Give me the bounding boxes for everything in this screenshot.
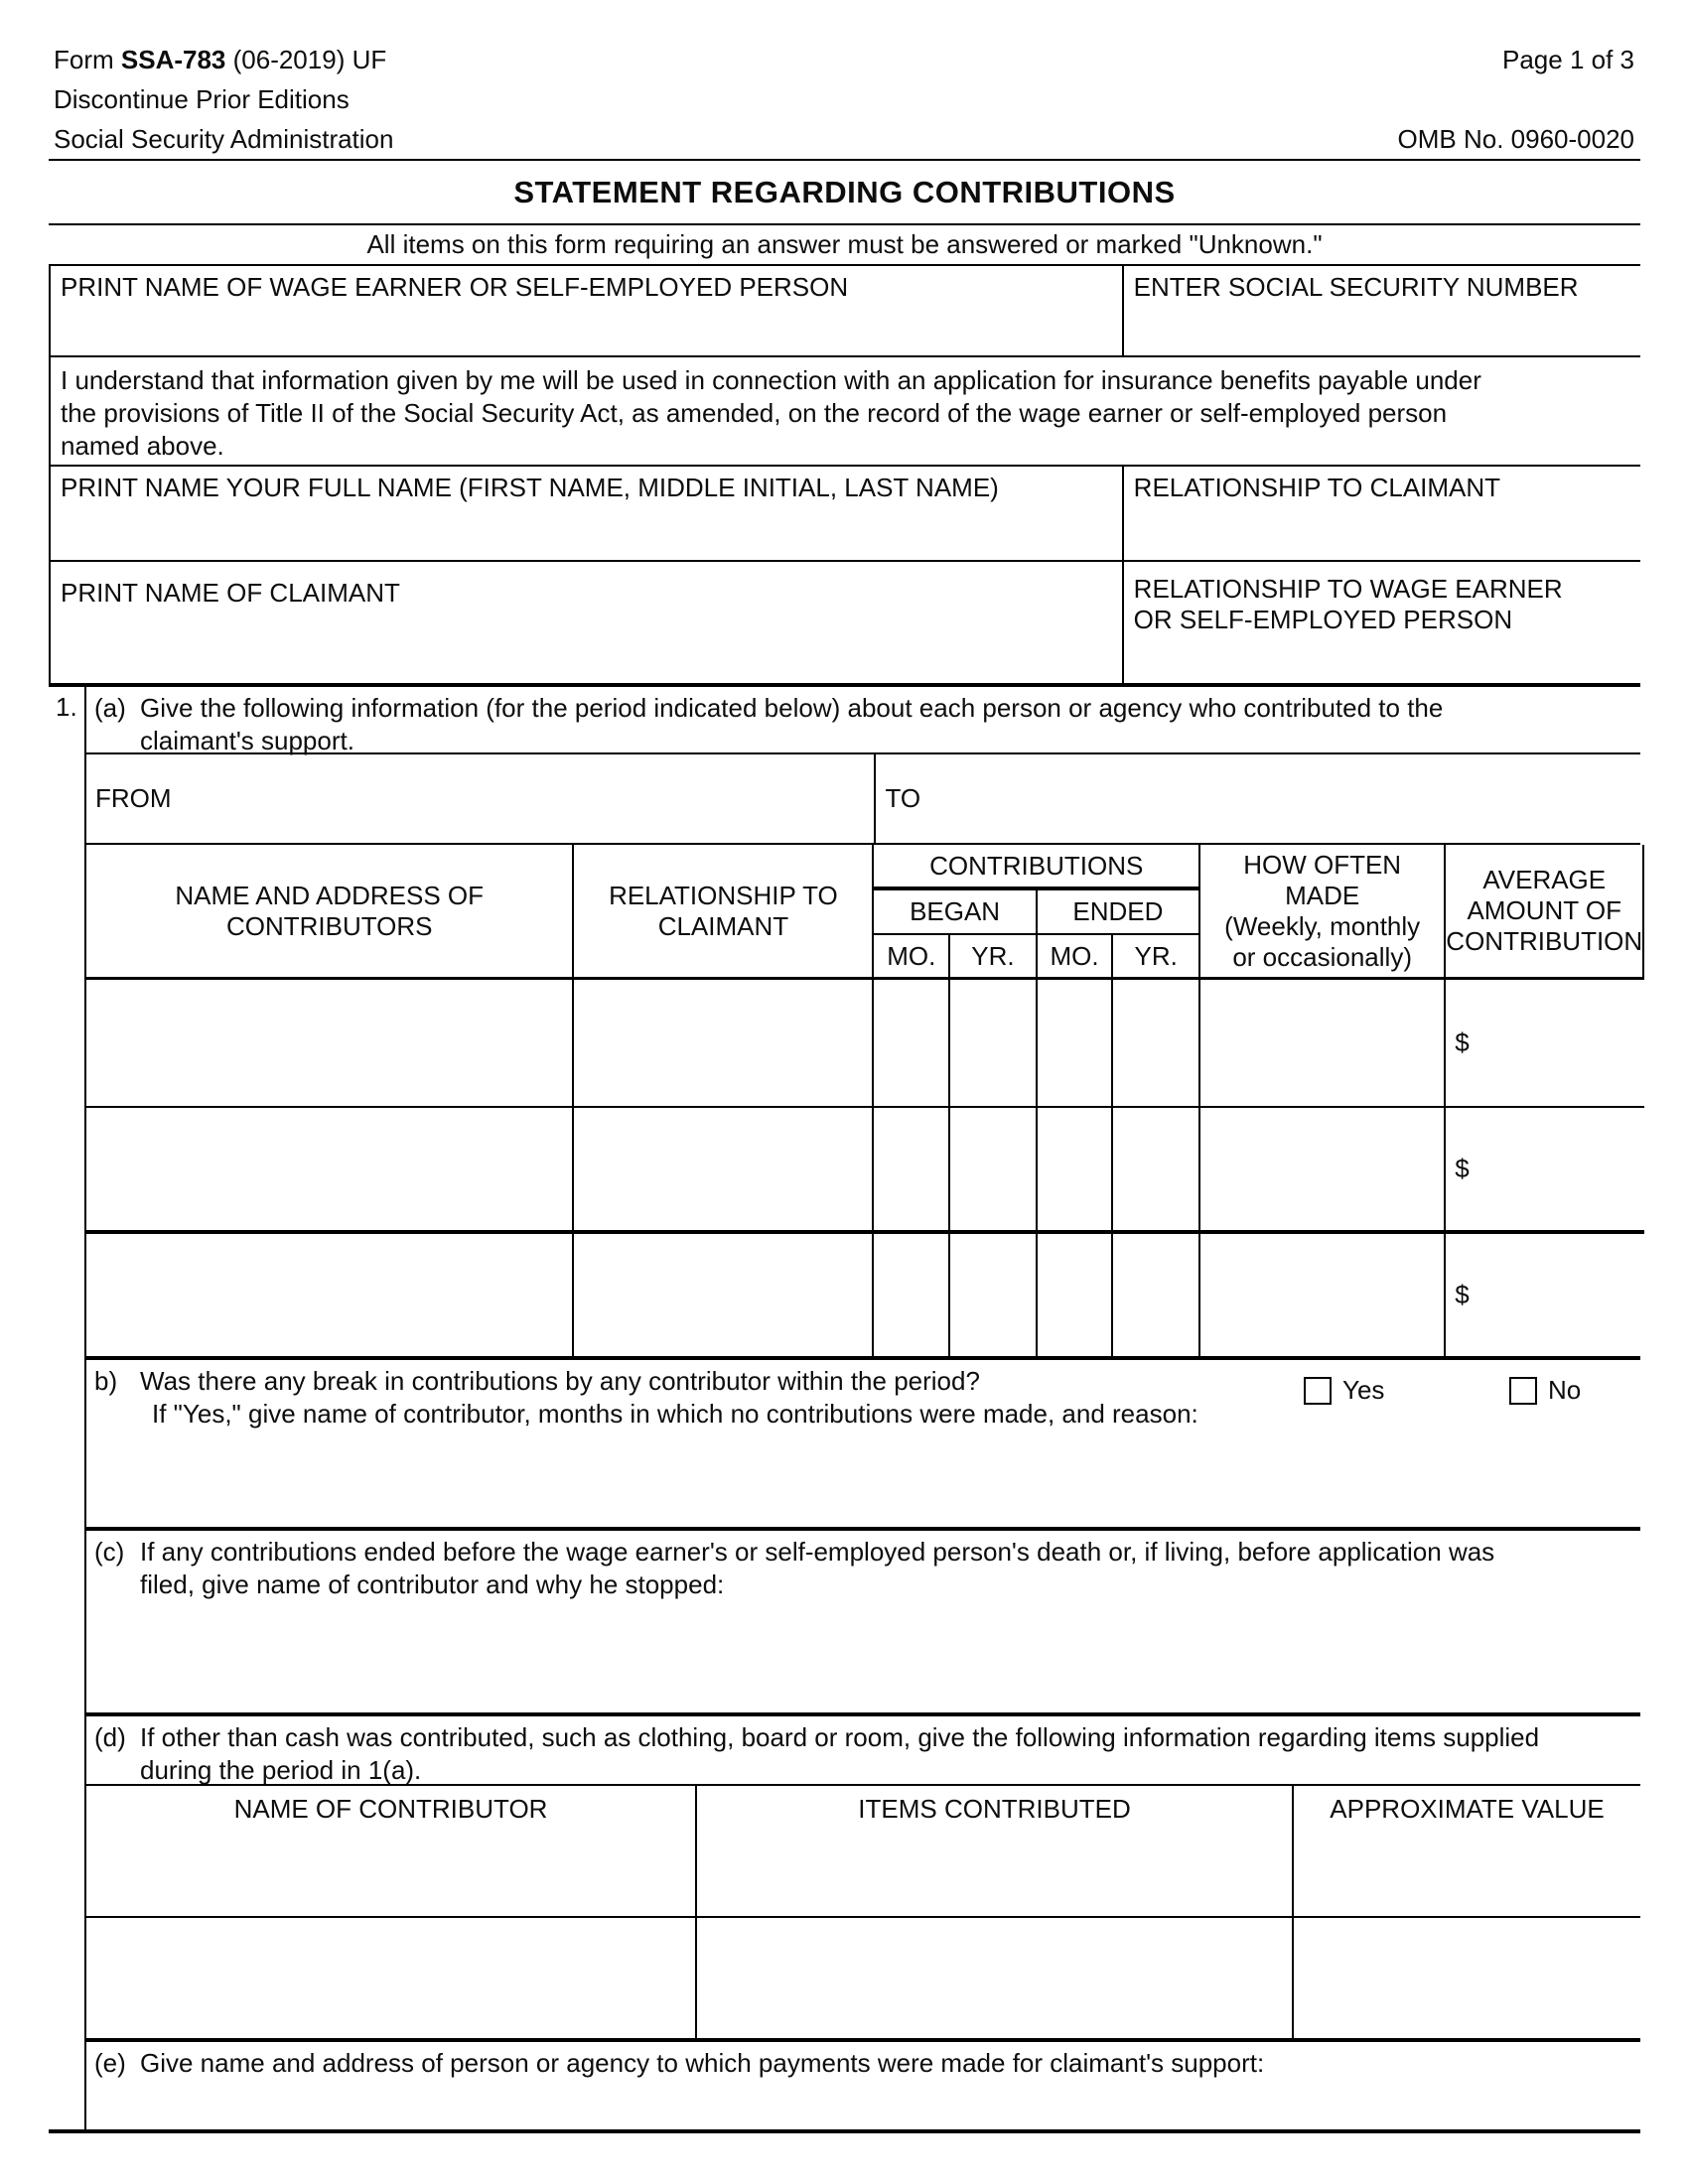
wage-earner-row bbox=[49, 266, 1640, 357]
section-1a bbox=[86, 687, 1640, 754]
section-1d-label: (d) bbox=[94, 1722, 126, 1752]
relationship-wage-earner-label: RELATIONSHIP TO WAGE EARNER bbox=[1133, 574, 1563, 604]
no-option bbox=[1509, 1374, 1581, 1407]
full-name-label: PRINT NAME YOUR FULL NAME (FIRST NAME, MIDDLE INITIAL, LAST NAME) bbox=[61, 473, 999, 502]
amount-cell-1[interactable] bbox=[1446, 980, 1644, 1108]
relationship-claimant-field[interactable] bbox=[1124, 467, 1640, 560]
period-to-field[interactable] bbox=[874, 754, 1640, 843]
relationship-wage-earner-field[interactable]: RELATIONSHIP TO WAGE EARNER OR SELF-EMPLOYED PERSON bbox=[1124, 562, 1640, 683]
col-header-relationship: RELATIONSHIP TO CLAIMANT bbox=[574, 845, 874, 980]
form-header-right bbox=[1398, 40, 1634, 159]
how-often-cell-2[interactable] bbox=[1200, 1108, 1446, 1234]
col-header-contributions: CONTRIBUTIONS bbox=[874, 845, 1200, 890]
how-often-cell-3[interactable] bbox=[1200, 1234, 1446, 1356]
ssn-field[interactable] bbox=[1124, 266, 1640, 355]
section-1b[interactable] bbox=[86, 1360, 1640, 1531]
section-1b-label: b) bbox=[94, 1366, 118, 1396]
col-header-items-contributed: ITEMS CONTRIBUTED bbox=[697, 1786, 1294, 1918]
section-1c-label: (c) bbox=[94, 1537, 125, 1567]
form-header bbox=[49, 40, 1640, 159]
page-indicator: Page 1 of 3 bbox=[1502, 45, 1634, 74]
section-1c[interactable] bbox=[86, 1531, 1640, 1716]
form-instruction: All items on this form requiring an answer must be answered or marked "Unknown." bbox=[49, 225, 1640, 266]
discontinue-note: Discontinue Prior Editions bbox=[54, 84, 350, 114]
yes-option bbox=[1304, 1374, 1384, 1407]
col-header-name-address: NAME AND ADDRESS OF CONTRIBUTORS bbox=[86, 845, 574, 980]
item-contributor-cell[interactable] bbox=[86, 1918, 697, 2038]
ended-mo-cell-2[interactable] bbox=[1038, 1108, 1114, 1234]
dollar-sign: $ bbox=[1455, 1280, 1470, 1309]
item-1-number: 1. bbox=[56, 692, 77, 722]
ended-yr-cell-2[interactable] bbox=[1113, 1108, 1200, 1234]
began-yr-cell-1[interactable] bbox=[950, 980, 1038, 1108]
items-contributed-table bbox=[86, 1784, 1640, 2038]
ssn-label: ENTER SOCIAL SECURITY NUMBER bbox=[1133, 272, 1579, 302]
col-header-ended-yr: YR. bbox=[1113, 935, 1200, 980]
began-mo-cell-2[interactable] bbox=[874, 1108, 950, 1234]
dollar-sign: $ bbox=[1455, 1154, 1470, 1183]
claimant-name-label: PRINT NAME OF CLAIMANT bbox=[61, 578, 400, 608]
period-from-field[interactable] bbox=[86, 754, 874, 843]
full-name-row bbox=[49, 467, 1640, 562]
amount-cell-2[interactable] bbox=[1446, 1108, 1644, 1234]
period-from-label: FROM bbox=[95, 783, 172, 813]
col-header-ended-mo: MO. bbox=[1038, 935, 1114, 980]
form-number-line: Form SSA-783 (06-2019) UF bbox=[54, 45, 387, 74]
section-1b-text: Was there any break in contributions by any contributor within the period? If "Yes," give name of contributor, months in which no contributions were made, and reason: bbox=[140, 1366, 1198, 1429]
contributor-relationship-cell-1[interactable] bbox=[574, 980, 874, 1108]
began-yr-cell-3[interactable] bbox=[950, 1234, 1038, 1356]
ended-mo-cell-1[interactable] bbox=[1038, 980, 1114, 1108]
items-contributed-cell[interactable] bbox=[697, 1918, 1294, 2038]
section-1e-text: Give name and address of person or agency to which payments were made for claimant's support: bbox=[140, 2048, 1265, 2078]
began-yr-cell-2[interactable] bbox=[950, 1108, 1038, 1234]
section-1d-text: If other than cash was contributed, such as clothing, board or room, give the following information regarding items supplied during the period in 1(a). bbox=[140, 1722, 1540, 1785]
section-1e[interactable] bbox=[86, 2042, 1640, 2129]
wage-earner-name-label: PRINT NAME OF WAGE EARNER OR SELF-EMPLOYED PERSON bbox=[61, 272, 849, 302]
form-number: SSA-783 bbox=[120, 45, 226, 74]
period-row bbox=[86, 754, 1640, 845]
no-label: No bbox=[1548, 1375, 1582, 1405]
section-1c-text: If any contributions ended before the wage earner's or self-employed person's death or, if living, before application was filed, give name of contributor and why he stopped: bbox=[140, 1537, 1495, 1599]
form-content bbox=[49, 40, 1643, 2133]
no-checkbox[interactable] bbox=[1509, 1377, 1537, 1405]
contributor-name-cell-3[interactable] bbox=[86, 1234, 574, 1356]
form-title: STATEMENT REGARDING CONTRIBUTIONS bbox=[49, 159, 1640, 225]
contributor-name-cell-2[interactable] bbox=[86, 1108, 574, 1234]
col-header-how-often: HOW OFTEN MADE (Weekly, monthly or occasionally) bbox=[1200, 845, 1446, 980]
col-header-began-mo: MO. bbox=[874, 935, 950, 980]
how-often-cell-1[interactable] bbox=[1200, 980, 1446, 1108]
section-1d-text-block bbox=[86, 1716, 1640, 1784]
wage-earner-name-field[interactable] bbox=[51, 266, 1124, 355]
ended-mo-cell-3[interactable] bbox=[1038, 1234, 1114, 1356]
yes-label: Yes bbox=[1342, 1375, 1385, 1405]
contributor-relationship-cell-2[interactable] bbox=[574, 1108, 874, 1234]
omb-number: OMB No. 0960-0020 bbox=[1397, 124, 1634, 154]
understanding-statement: I understand that information given by me will be used in connection with an application for insurance benefits payable under the provisions of Title II of the Social Security Act, as amended, on the record of the wage earner or self-employed person named above. bbox=[49, 357, 1640, 467]
agency-name: Social Security Administration bbox=[54, 124, 394, 154]
amount-cell-3[interactable] bbox=[1446, 1234, 1644, 1356]
contributions-table bbox=[86, 845, 1643, 1360]
col-header-approximate-value: APPROXIMATE VALUE bbox=[1294, 1786, 1640, 1918]
col-header-began-yr: YR. bbox=[950, 935, 1038, 980]
col-header-average-amount: AVERAGE AMOUNT OF CONTRIBUTION bbox=[1446, 845, 1644, 980]
yes-checkbox[interactable] bbox=[1304, 1377, 1332, 1405]
section-1a-text: Give the following information (for the period indicated below) about each person or agency who contributed to the claimant's support. bbox=[140, 693, 1444, 755]
began-mo-cell-3[interactable] bbox=[874, 1234, 950, 1356]
dollar-sign: $ bbox=[1455, 1027, 1470, 1057]
col-header-name-of-contributor: NAME OF CONTRIBUTOR bbox=[86, 1786, 697, 1918]
col-header-began: BEGAN bbox=[874, 890, 1037, 935]
item-1 bbox=[49, 683, 1643, 2133]
contributor-name-cell-1[interactable] bbox=[86, 980, 574, 1108]
contributor-relationship-cell-3[interactable] bbox=[574, 1234, 874, 1356]
section-1a-label: (a) bbox=[94, 693, 126, 723]
ended-yr-cell-1[interactable] bbox=[1113, 980, 1200, 1108]
item-1-box bbox=[84, 687, 1643, 2129]
claimant-name-row bbox=[49, 562, 1640, 683]
section-1d bbox=[86, 1716, 1640, 2042]
full-name-field[interactable] bbox=[51, 467, 1124, 560]
began-mo-cell-1[interactable] bbox=[874, 980, 950, 1108]
relationship-claimant-label: RELATIONSHIP TO CLAIMANT bbox=[1133, 473, 1501, 502]
section-1e-label: (e) bbox=[94, 2048, 126, 2078]
form-header-left bbox=[54, 40, 393, 159]
approximate-value-cell[interactable] bbox=[1294, 1918, 1640, 2038]
claimant-name-field[interactable] bbox=[51, 562, 1124, 683]
period-to-label: TO bbox=[885, 783, 921, 813]
ended-yr-cell-3[interactable] bbox=[1113, 1234, 1200, 1356]
col-header-ended: ENDED bbox=[1038, 890, 1200, 935]
